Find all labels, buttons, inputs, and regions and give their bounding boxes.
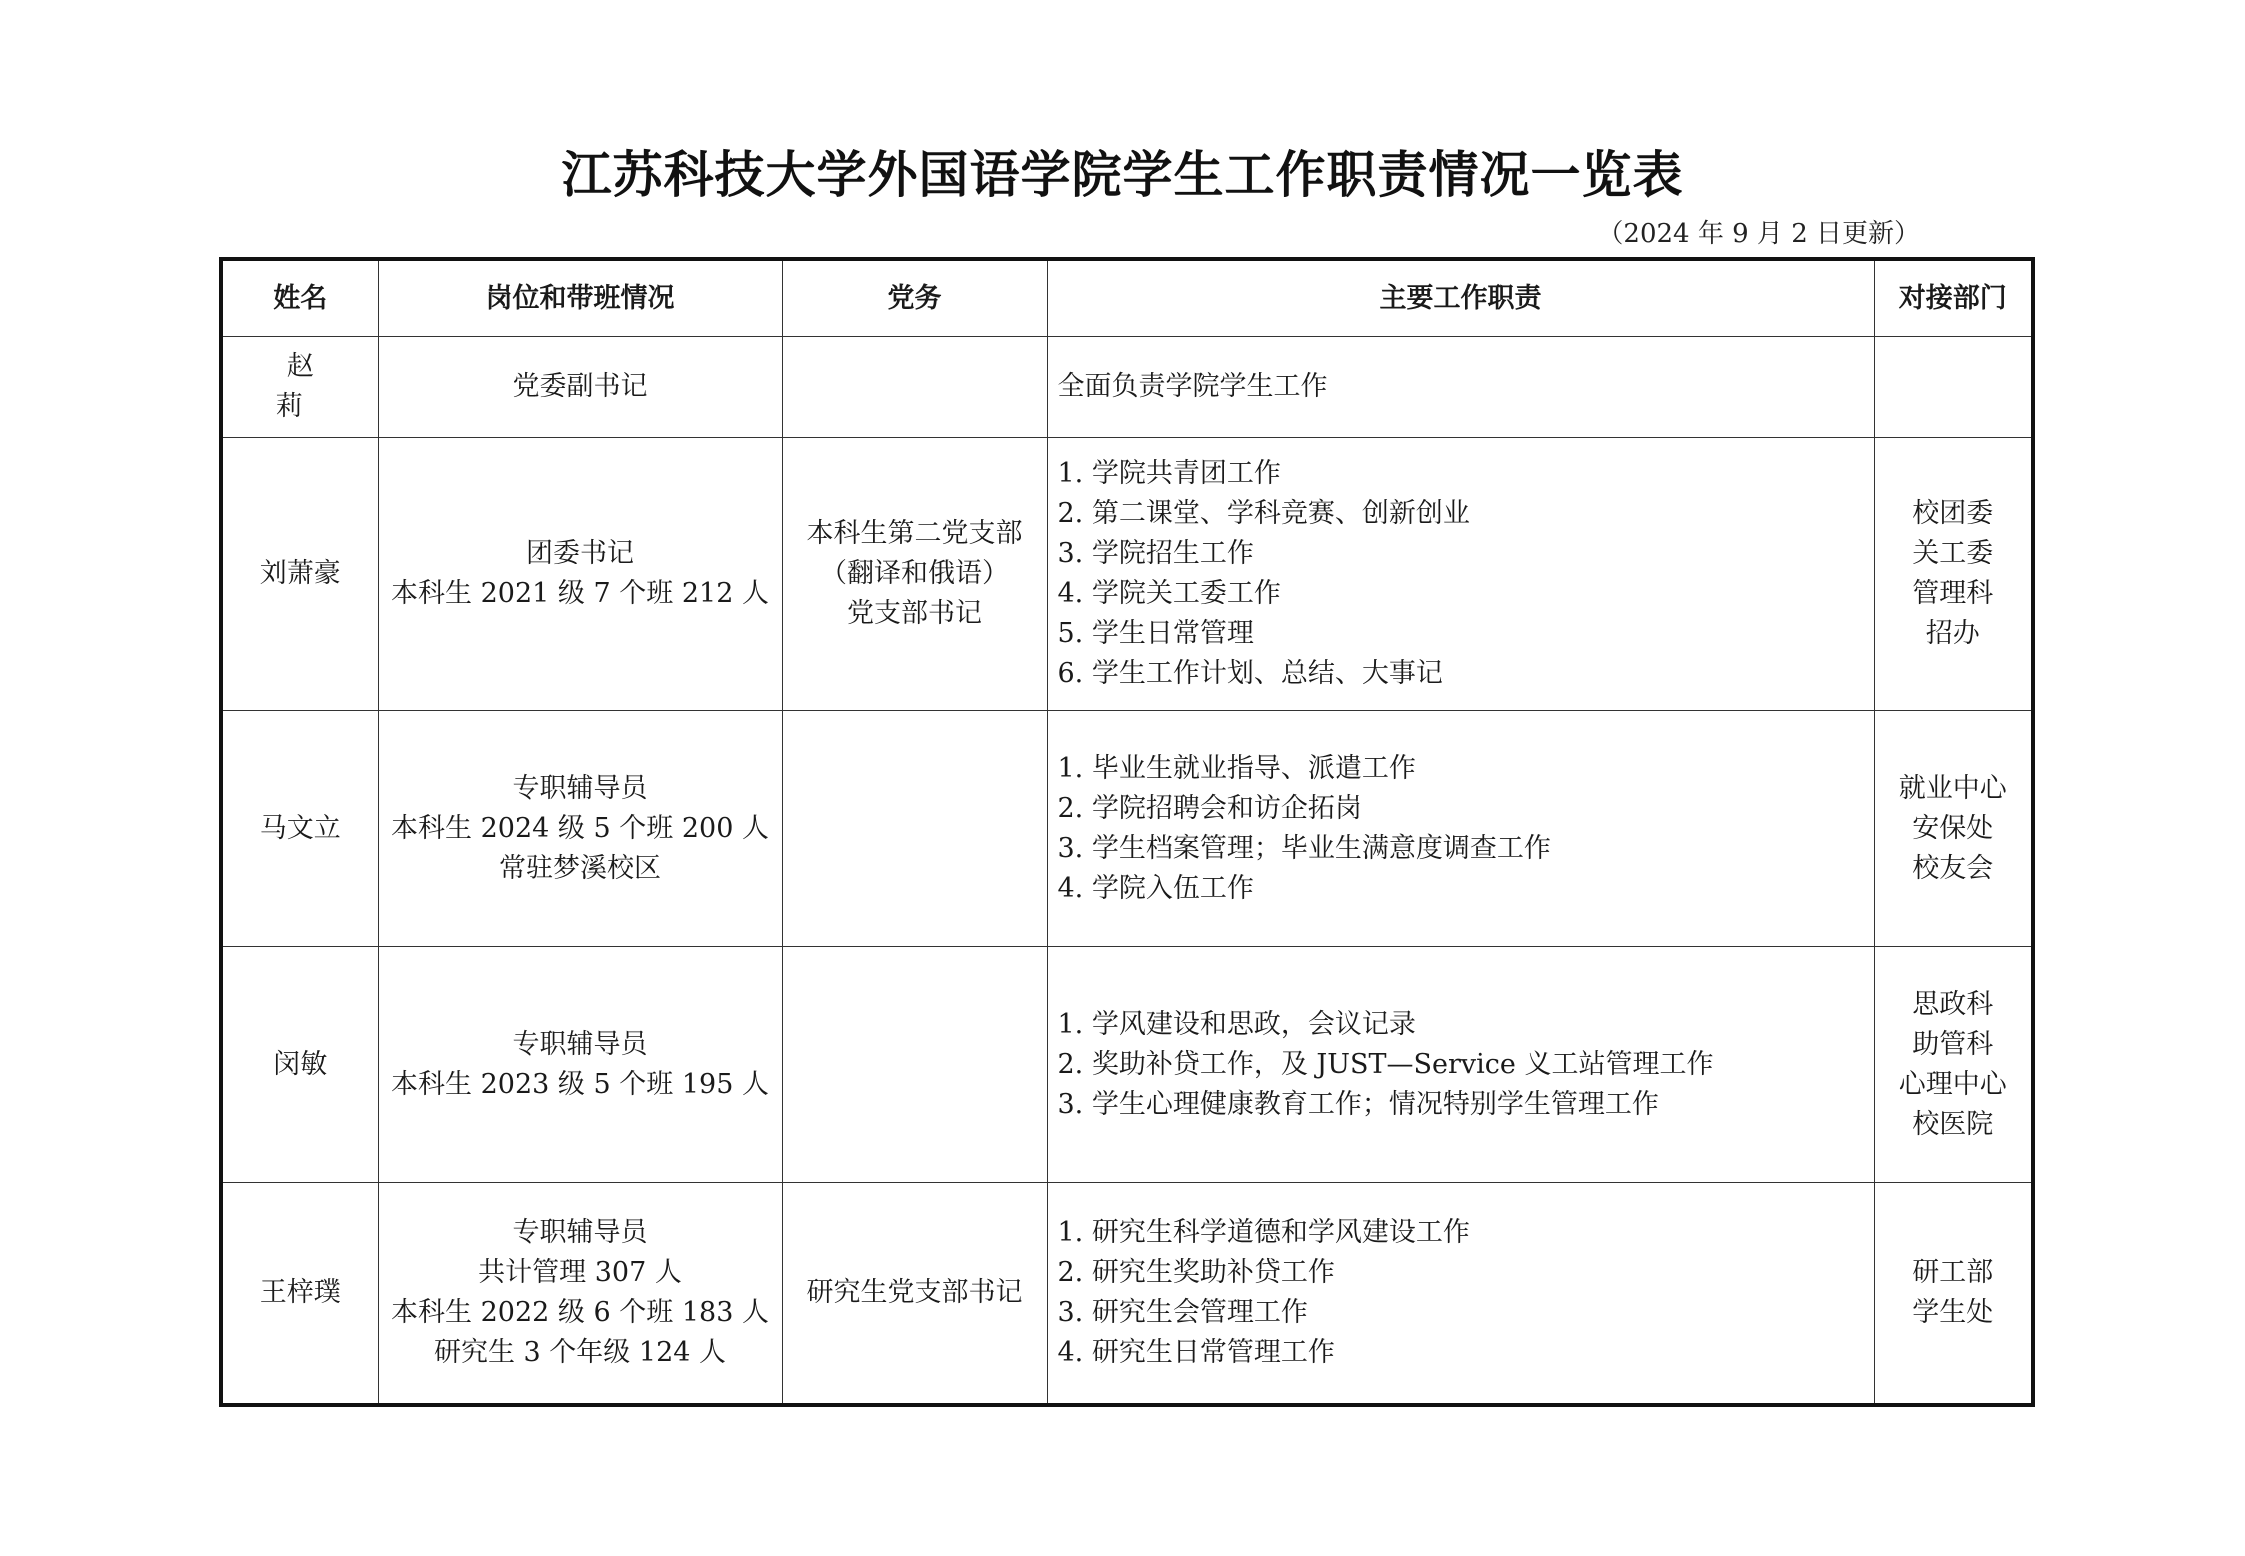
- duty-item: 6. 学生工作计划、总结、大事记: [1057, 658, 1443, 689]
- cell-name: [221, 1183, 378, 1406]
- cell-dept: [1874, 947, 2033, 1183]
- dept-line: 学生处: [1912, 1297, 1994, 1328]
- position-line: 本科生 2024 级 5 个班 200 人: [391, 812, 769, 844]
- position-line: 党委副书记: [512, 371, 648, 402]
- page-title: 江苏科技大学外国语学院学生工作职责情况一览表: [561, 146, 1684, 204]
- cell-position: [378, 337, 782, 438]
- position-line: 本科生 2022 级 6 个班 183 人: [391, 1297, 769, 1328]
- duty-item: 1. 毕业生就业指导、派遣工作: [1057, 752, 1416, 784]
- staff-name: 赵 莉: [275, 351, 336, 422]
- dept-line: 校团委: [1912, 498, 1994, 529]
- dept-line: 研工部: [1912, 1257, 1994, 1288]
- cell-name: [221, 337, 378, 438]
- cell-position: [378, 1183, 782, 1406]
- duty-item: 全面负责学院学生工作: [1057, 371, 1328, 402]
- cell-dept: [1874, 438, 2033, 711]
- dept-line: 安保处: [1912, 812, 1994, 844]
- duty-item: 2. 学院招聘会和访企拓岗: [1057, 792, 1362, 824]
- cell-name: [221, 711, 378, 947]
- duty-item: 3. 学院招生工作: [1057, 538, 1254, 569]
- party-line: 本科生第二党支部: [806, 518, 1023, 549]
- cell-name: [221, 438, 378, 711]
- party-line: 党支部书记: [847, 598, 982, 629]
- dept-line: 思政科: [1912, 988, 1994, 1020]
- dept-line: 心理中心: [1898, 1068, 2007, 1100]
- duty-item: 4. 学院关工委工作: [1057, 578, 1281, 609]
- header-dept: 对接部门: [1874, 259, 2033, 337]
- cell-party: [782, 1183, 1047, 1406]
- position-line: 团委书记: [526, 538, 634, 569]
- table-row: [221, 1183, 2033, 1406]
- duty-table: [219, 257, 2035, 1407]
- dept-line: 校医院: [1912, 1108, 1994, 1140]
- header-duties: 主要工作职责: [1047, 259, 1874, 337]
- dept-line: 就业中心: [1898, 772, 2007, 804]
- duty-item: 3. 学生心理健康教育工作；情况特别学生管理工作: [1057, 1088, 1659, 1120]
- position-line: 本科生 2021 级 7 个班 212 人: [391, 578, 769, 609]
- cell-duties: [1047, 947, 1874, 1183]
- cell-dept: [1874, 711, 2033, 947]
- staff-name: 刘萧豪: [259, 558, 341, 589]
- cell-duties: [1047, 711, 1874, 947]
- party-line: （翻译和俄语）: [820, 558, 1009, 589]
- duty-item: 1. 学风建设和思政，会议记录: [1057, 1008, 1416, 1040]
- cell-position: [378, 438, 782, 711]
- header-name: 姓名: [221, 259, 378, 337]
- cell-party: [782, 337, 1047, 438]
- duty-item: 2. 奖助补贷工作，及 JUST—Service 义工站管理工作: [1057, 1048, 1714, 1080]
- duty-item: 4. 学院入伍工作: [1057, 872, 1254, 904]
- staff-name: 马文立: [259, 812, 341, 844]
- duty-item: 3. 研究生会管理工作: [1057, 1297, 1308, 1328]
- duty-item: 1. 研究生科学道德和学风建设工作: [1057, 1217, 1470, 1248]
- position-line: 专职辅导员: [512, 1028, 648, 1060]
- dept-line: 招办: [1925, 618, 1980, 649]
- duty-item: 4. 研究生日常管理工作: [1057, 1337, 1335, 1368]
- cell-party: [782, 711, 1047, 947]
- dept-line: 校友会: [1912, 852, 1994, 884]
- duty-item: 1. 学院共青团工作: [1057, 458, 1281, 489]
- cell-duties: [1047, 337, 1874, 438]
- dept-line: 助管科: [1912, 1028, 1994, 1060]
- cell-dept: [1874, 337, 2033, 438]
- duty-item: 5. 学生日常管理: [1057, 618, 1254, 649]
- position-line: 专职辅导员: [512, 772, 648, 804]
- dept-line: 管理科: [1912, 578, 1994, 609]
- header-position: 岗位和带班情况: [378, 259, 782, 337]
- cell-position: [378, 711, 782, 947]
- cell-position: [378, 947, 782, 1183]
- position-line: 常驻梦溪校区: [499, 852, 661, 884]
- cell-party: [782, 947, 1047, 1183]
- table-row: [221, 438, 2033, 711]
- duty-item: 2. 第二课堂、学科竞赛、创新创业: [1057, 498, 1470, 529]
- staff-name: 闵敏: [273, 1048, 328, 1080]
- header-party: 党务: [782, 259, 1047, 337]
- staff-name: 王梓璞: [259, 1277, 341, 1308]
- update-date-note: （2024 年 9 月 2 日更新）: [1597, 219, 1920, 249]
- cell-party: [782, 438, 1047, 711]
- position-line: 本科生 2023 级 5 个班 195 人: [391, 1068, 769, 1100]
- dept-line: 关工委: [1912, 538, 1994, 569]
- party-line: 研究生党支部书记: [806, 1277, 1023, 1308]
- table-row: [221, 337, 2033, 438]
- table-row: [221, 947, 2033, 1183]
- table-row: [221, 711, 2033, 947]
- cell-dept: [1874, 1183, 2033, 1406]
- cell-name: [221, 947, 378, 1183]
- duty-item: 3. 学生档案管理；毕业生满意度调查工作: [1057, 832, 1551, 864]
- cell-duties: [1047, 1183, 1874, 1406]
- position-line: 共计管理 307 人: [478, 1257, 682, 1288]
- position-line: 研究生 3 个年级 124 人: [433, 1337, 727, 1368]
- table-header-row: [221, 259, 2033, 337]
- position-line: 专职辅导员: [512, 1217, 648, 1248]
- duty-item: 2. 研究生奖助补贷工作: [1057, 1257, 1335, 1288]
- cell-duties: [1047, 438, 1874, 711]
